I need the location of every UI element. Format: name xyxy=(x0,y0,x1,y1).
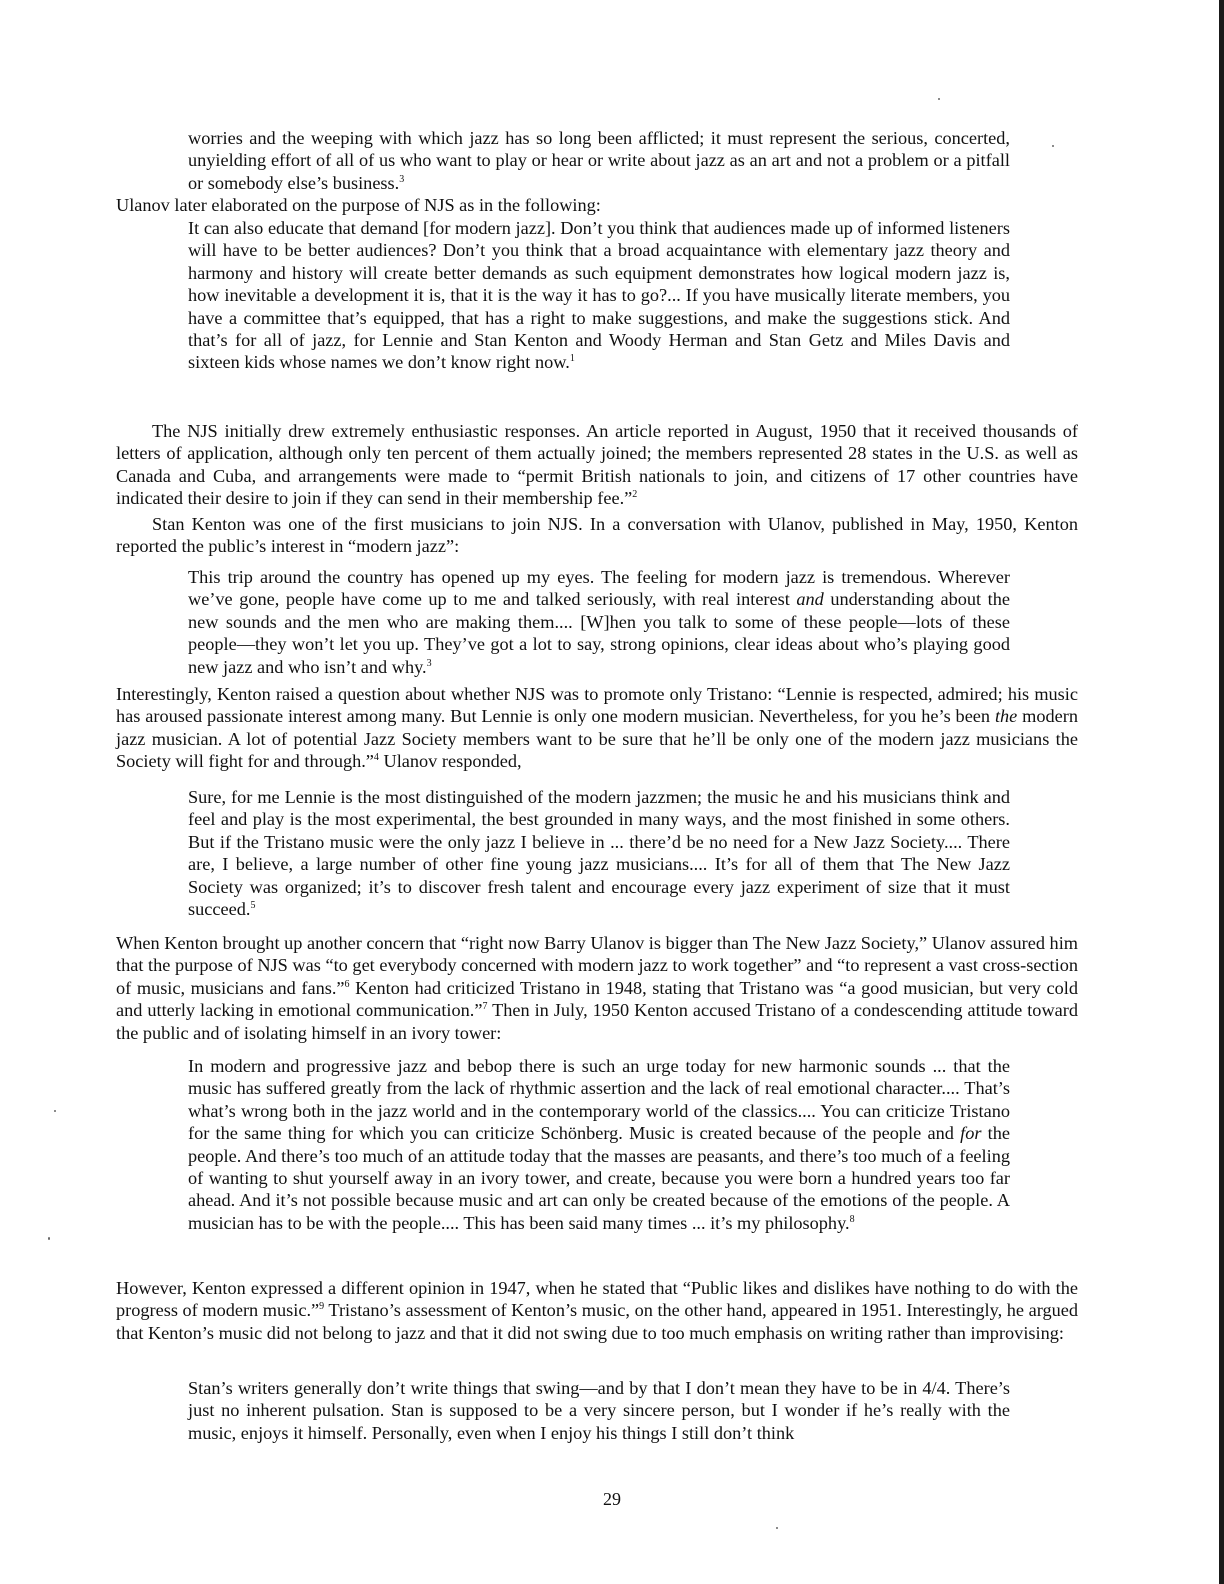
paragraph-intro xyxy=(116,194,1078,216)
scan-speck xyxy=(776,1527,778,1529)
footnote-ref: 9 xyxy=(319,1301,325,1313)
footnote-ref: 8 xyxy=(849,1213,855,1225)
block-quote-continuation xyxy=(188,127,1010,194)
block-quote-ulanov xyxy=(188,217,1010,374)
quote-text-cont: the people. And there’s too much of an attitude today that the masses are peasants, and there’s too much of a feeling of wanting to shut yourself away in an ivory tower, and create, because you were born a hundred years too far ahead. And it’s not possible because music and art can only be created because of the emotions of the people. A musician has to be with the people.... This has been said many times ... it’s my philosophy. xyxy=(188,1123,1011,1233)
footnote-ref: 6 xyxy=(344,978,350,990)
paragraph-text: Stan Kenton was one of the first musicians to join NJS. In a conversation with Ulanov, published in May, 1950, Kenton reported the public’s interest in “modern jazz”: xyxy=(116,514,1078,557)
paragraph-however xyxy=(116,1277,1078,1344)
quote-text: It can also educate that demand [for modern jazz]. Don’t you think that audiences made up of informed listeners will have to be better audiences? Don’t you think that a broad acquaintance with elementary jazz theory and harmony and history will create better demands as such equipment demonstrates how logical modern jazz is, how inevitable a development it is, that it is the way it has to go?... If you have musically literate members, you have a committee that’s equipped, that has a right to make suggestions, and make the suggestions stick. And that’s for all of jazz, for Lennie and Stan Kenton and Woody Herman and Stan Getz and Miles Davis and sixteen kids whose names we don’t know right now. xyxy=(188,218,1010,373)
block-quote-ulanov-response xyxy=(188,786,1010,920)
footnote-ref: 1 xyxy=(569,353,575,365)
paragraph-text-cont: modern jazz musician. A lot of potential Jazz Society members want to be sure that he’ll be only one of the modern jazz musicians the Society will fight for and through.” xyxy=(116,706,1078,772)
block-quote-tristano xyxy=(188,1377,1010,1444)
paragraph-another-concern xyxy=(116,932,1078,1044)
emphasis: the xyxy=(994,706,1018,727)
footnote-ref: 4 xyxy=(373,752,379,764)
paragraph-text: When Kenton brought up another concern that “right now Barry Ulanov is bigger than The New Jazz Society,” Ulanov assured him that the purpose of NJS was “to get everybody concerned with modern jazz to work together” and “to represent a vast cross-section of music, musicians and fans.” xyxy=(116,933,1078,998)
paragraph-text-end: Ulanov responded, xyxy=(378,751,522,772)
quote-text: This trip around the country has opened up my eyes. The feeling for modern jazz is tremendous. Wherever we’ve gone, people have come up to me and talked seriously, with real interest xyxy=(188,567,1010,610)
quote-text: In modern and progressive jazz and bebop there is such an urge today for new harmonic sounds ... that the music has suffered greatly from the lack of rhythmic assertion and the lack of real emotional character.... That’s what’s wrong both in the jazz world and in the contemporary world of the classics.... You can criticize Tristano for the same thing for which you can criticize Schönberg. Music is created because of the people and xyxy=(188,1056,1010,1144)
footnote-ref: 7 xyxy=(482,1001,488,1013)
page-number: 29 xyxy=(603,1489,621,1509)
scan-edge-border xyxy=(1219,0,1224,1584)
paragraph-text: Interestingly, Kenton raised a question about whether NJS was to promote only Tristano: “Lennie is respected, admired; his music has aroused passionate interest among many. But Lennie is only one modern musician. Nevertheless, for you he’s been xyxy=(116,684,1078,727)
block-quote-kenton xyxy=(188,566,1010,678)
paragraph-text-cont: Tristano’s assessment of Kenton’s music, on the other hand, appeared in 1951. Interestingly, he argued that Kenton’s music did not belong to jazz and that it did not swing due to too much emphasis on writing rather than improvising: xyxy=(116,1300,1078,1343)
footnote-ref: 5 xyxy=(250,900,256,912)
scan-speck xyxy=(1052,145,1054,147)
emphasis: and xyxy=(796,589,824,610)
paragraph-kenton-joins xyxy=(116,513,1078,558)
paragraph-text-cont: Kenton had criticized Tristano in 1948, stating that Tristano was “a good musician, but very cold and utterly lacking in emotional communication.” xyxy=(116,977,1078,1021)
footnote-ref: 3 xyxy=(399,173,405,185)
paragraph-njs-response xyxy=(116,420,1078,510)
quote-text: worries and the weeping with which jazz has so long been afflicted; it must represent the serious, concerted, unyielding effort of all of us who want to play or hear or write about jazz as an art and not a problem or a pitfall or somebody else’s business. xyxy=(188,128,1010,193)
paragraph-text-end: Then in July, 1950 Kenton accused Tristano of a condescending attitude toward the public and of isolating himself in an ivory tower: xyxy=(116,1000,1078,1043)
scan-speck xyxy=(938,98,940,100)
paragraph-text: However, Kenton expressed a different opinion in 1947, when he stated that “Public likes and dislikes have nothing to do with the progress of modern music.” xyxy=(116,1278,1078,1321)
footnote-ref: 2 xyxy=(632,489,638,501)
paragraph-text: The NJS initially drew extremely enthusiastic responses. An article reported in August, 1950 that it received thousands of letters of application, although only ten percent of them actually joined; the members represented 28 states in the U.S. as well as Canada and Cuba, and arrangements were made to “permit British nationals to join, and citizens of 17 other countries have indicated their desire to join if they can send in their membership fee.” xyxy=(116,421,1078,509)
block-quote-kenton-ivory-tower xyxy=(188,1055,1010,1234)
emphasis: for xyxy=(960,1123,982,1144)
footnote-ref: 3 xyxy=(426,657,432,669)
quote-text: Stan’s writers generally don’t write things that swing—and by that I don’t mean they have to be in 4/4. There’s just no inherent pulsation. Stan is supposed to be a very sincere person, but I wonder if he’s really with the music, enjoys it himself. Personally, even when I enjoy his things I still don’t think xyxy=(188,1378,1010,1443)
scan-speck xyxy=(48,1237,50,1240)
quote-text: Sure, for me Lennie is the most distinguished of the modern jazzmen; the music he and his musicians think and feel and play is the most experimental, the best grounded in many ways, and the most finished in some others. But if the Tristano music were the only jazz I believe in ... there’d be no need for a New Jazz Society.... There are, I believe, a large number of other fine young jazz musicians.... It’s for all of them that The New Jazz Society was organized; it’s to discover fresh talent and encourage every jazz experiment of size that it must succeed. xyxy=(188,787,1010,920)
paragraph-text: Ulanov later elaborated on the purpose of NJS as in the following: xyxy=(116,195,601,215)
scan-speck xyxy=(54,1110,56,1112)
quote-text-cont: understanding about the new sounds and the men who are making them.... [W]hen you talk to some of these people—lots of these people—they won’t let you up. They’ve got a lot to say, strong opinions, clear ideas about who’s playing good new jazz and who isn’t and why. xyxy=(188,589,1011,677)
paragraph-interestingly xyxy=(116,683,1078,773)
